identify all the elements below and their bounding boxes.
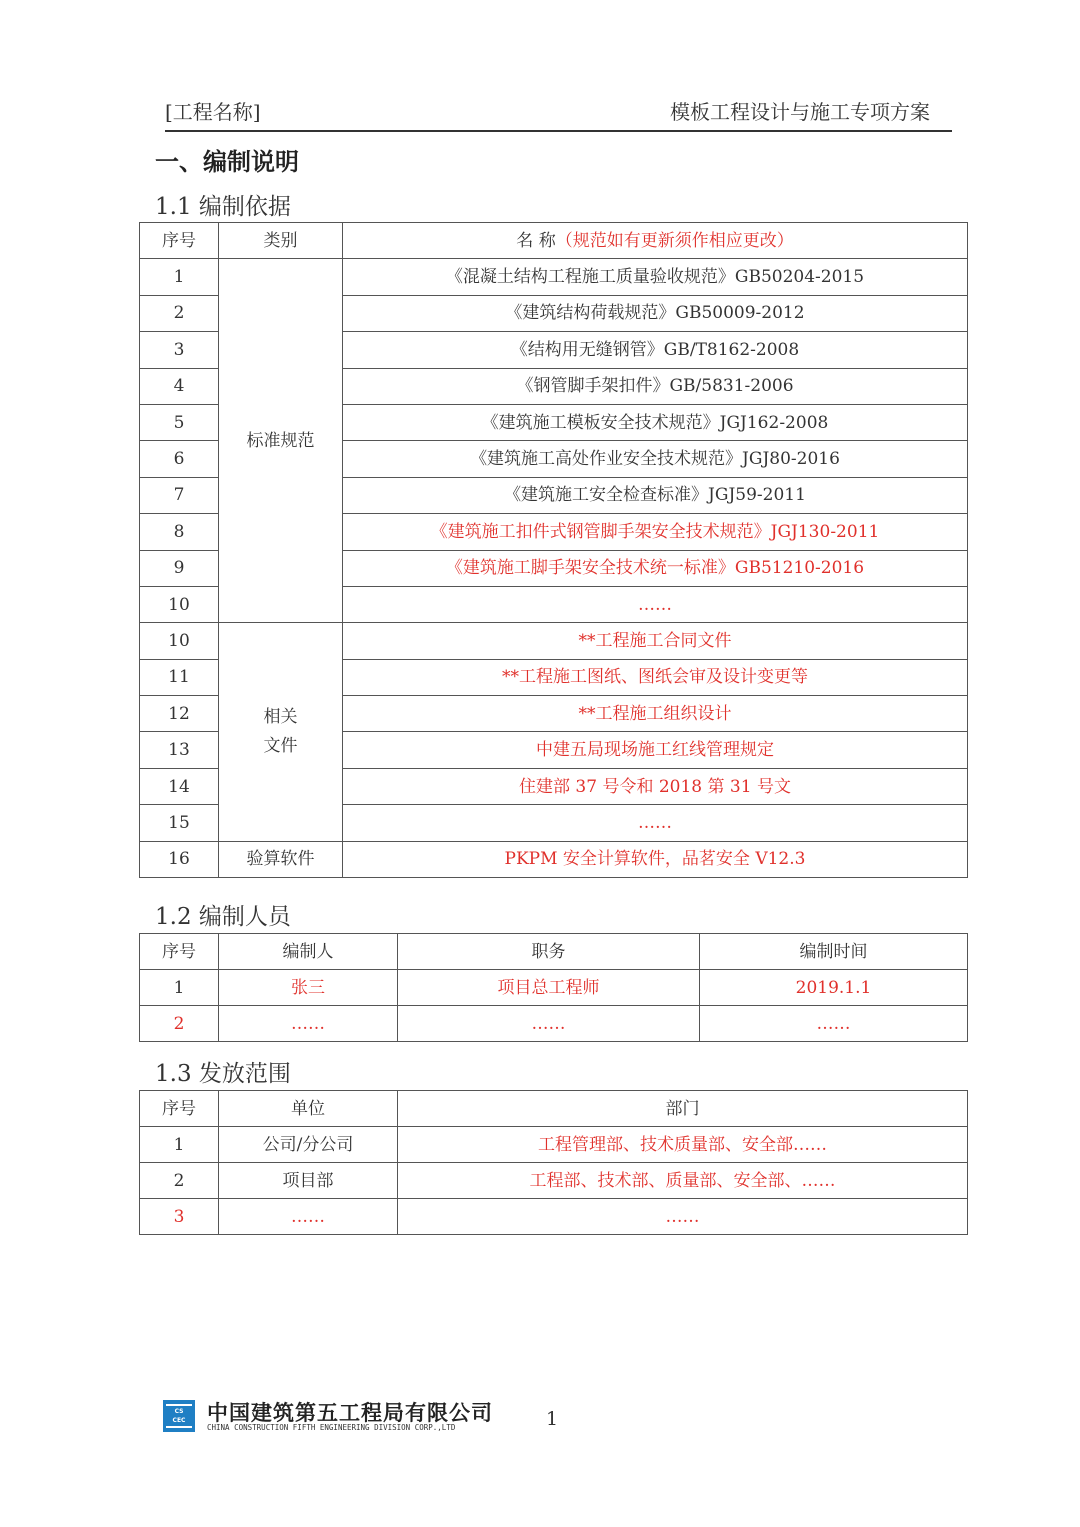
- row-no: 2: [140, 1163, 219, 1199]
- table-row: [140, 259, 968, 295]
- row-no: 13: [140, 732, 219, 768]
- row-text: 《建筑施工高处作业安全技术规范》JGJ80-2016: [343, 441, 968, 477]
- row-text: ……: [343, 805, 968, 841]
- row-time: ……: [700, 1006, 968, 1042]
- table-header-row: [140, 1091, 968, 1127]
- row-no: 3: [140, 1199, 219, 1235]
- row-unit: ……: [219, 1199, 398, 1235]
- row-text: **工程施工图纸、图纸会审及设计变更等: [343, 659, 968, 695]
- table-row: [140, 623, 968, 659]
- row-text: PKPM 安全计算软件，品茗安全 V12.3: [343, 841, 968, 877]
- page-number: 1: [546, 1408, 559, 1430]
- document-title: 模板工程设计与施工专项方案: [670, 100, 930, 124]
- row-text: 《建筑施工扣件式钢管脚手架安全技术规范》JGJ130-2011: [343, 514, 968, 550]
- row-no: 2: [140, 1006, 219, 1042]
- row-text: 《建筑施工安全检查标准》JGJ59-2011: [343, 477, 968, 513]
- row-text: 住建部 37 号令和 2018 第 31 号文: [343, 768, 968, 804]
- category-software: 验算软件: [219, 841, 343, 877]
- row-no: 12: [140, 696, 219, 732]
- row-no: 1: [140, 259, 219, 295]
- row-person: ……: [219, 1006, 398, 1042]
- row-text: **工程施工组织设计: [343, 696, 968, 732]
- header-name-label: 名 称: [516, 230, 556, 251]
- table-row: [140, 1006, 968, 1042]
- category-related-label: 相关文件: [263, 706, 298, 756]
- row-text: ……: [343, 586, 968, 622]
- table-row: [140, 970, 968, 1006]
- table-header-row: [140, 223, 968, 259]
- row-no: 4: [140, 368, 219, 404]
- cscec-logo-icon: [163, 1400, 195, 1432]
- row-no: 14: [140, 768, 219, 804]
- header-role: 职务: [398, 934, 700, 970]
- table-row: [140, 1163, 968, 1199]
- category-standards: 标准规范: [219, 259, 343, 623]
- header-time: 编制时间: [700, 934, 968, 970]
- subsection-title-staff: 1.2 编制人员: [155, 904, 291, 930]
- page-header: [165, 92, 952, 132]
- row-dept: 工程管理部、技术质量部、安全部……: [398, 1127, 968, 1163]
- row-no: 8: [140, 514, 219, 550]
- header-name-note: （规范如有更新须作相应更改）: [555, 230, 794, 251]
- row-no: 6: [140, 441, 219, 477]
- header-category: 类别: [219, 223, 343, 259]
- table-row: [140, 1127, 968, 1163]
- row-text: 《钢管脚手架扣件》GB/5831-2006: [343, 368, 968, 404]
- row-role: ……: [398, 1006, 700, 1042]
- row-no: 7: [140, 477, 219, 513]
- header-no: 序号: [140, 223, 219, 259]
- row-no: 11: [140, 659, 219, 695]
- basis-table: [139, 222, 968, 878]
- table-row: [140, 1199, 968, 1235]
- row-no: 9: [140, 550, 219, 586]
- section-title: 一、编制说明: [155, 148, 299, 176]
- svg-text:CS: CS: [174, 1408, 184, 1415]
- company-name-cn: 中国建筑第五工程局有限公司: [207, 1401, 493, 1425]
- row-no: 10: [140, 623, 219, 659]
- header-dept: 部门: [398, 1091, 968, 1127]
- row-text: **工程施工合同文件: [343, 623, 968, 659]
- header-unit: 单位: [219, 1091, 398, 1127]
- table-header-row: [140, 934, 968, 970]
- row-text: 《建筑结构荷载规范》GB50009-2012: [343, 295, 968, 331]
- header-person: 编制人: [219, 934, 398, 970]
- header-name: [343, 223, 968, 259]
- row-person: 张三: [219, 970, 398, 1006]
- header-no: 序号: [140, 1091, 219, 1127]
- svg-text:CEC: CEC: [172, 1417, 186, 1424]
- row-unit: 公司/分公司: [219, 1127, 398, 1163]
- row-text: 中建五局现场施工红线管理规定: [343, 732, 968, 768]
- project-name-placeholder: [工程名称]: [165, 100, 261, 124]
- table-row: [140, 841, 968, 877]
- category-related: [219, 623, 343, 841]
- row-text: 《建筑施工模板安全技术规范》JGJ162-2008: [343, 404, 968, 440]
- distribution-table: [139, 1090, 968, 1235]
- row-no: 10: [140, 586, 219, 622]
- row-text: 《混凝土结构工程施工质量验收规范》GB50204-2015: [343, 259, 968, 295]
- row-time: 2019.1.1: [700, 970, 968, 1006]
- row-no: 16: [140, 841, 219, 877]
- row-unit: 项目部: [219, 1163, 398, 1199]
- row-no: 1: [140, 970, 219, 1006]
- row-no: 1: [140, 1127, 219, 1163]
- row-no: 2: [140, 295, 219, 331]
- row-role: 项目总工程师: [398, 970, 700, 1006]
- row-text: 《结构用无缝钢管》GB/T8162-2008: [343, 332, 968, 368]
- subsection-title-distribution: 1.3 发放范围: [155, 1061, 291, 1087]
- company-name-en: CHINA CONSTRUCTION FIFTH ENGINEERING DIVISION CORP.,LTD: [207, 1423, 456, 1432]
- row-no: 3: [140, 332, 219, 368]
- header-no: 序号: [140, 934, 219, 970]
- row-no: 5: [140, 404, 219, 440]
- row-dept: ……: [398, 1199, 968, 1235]
- row-text: 《建筑施工脚手架安全技术统一标准》GB51210-2016: [343, 550, 968, 586]
- row-no: 15: [140, 805, 219, 841]
- staff-table: [139, 933, 968, 1042]
- row-dept: 工程部、技术部、质量部、安全部、……: [398, 1163, 968, 1199]
- subsection-title-basis: 1.1 编制依据: [155, 194, 291, 220]
